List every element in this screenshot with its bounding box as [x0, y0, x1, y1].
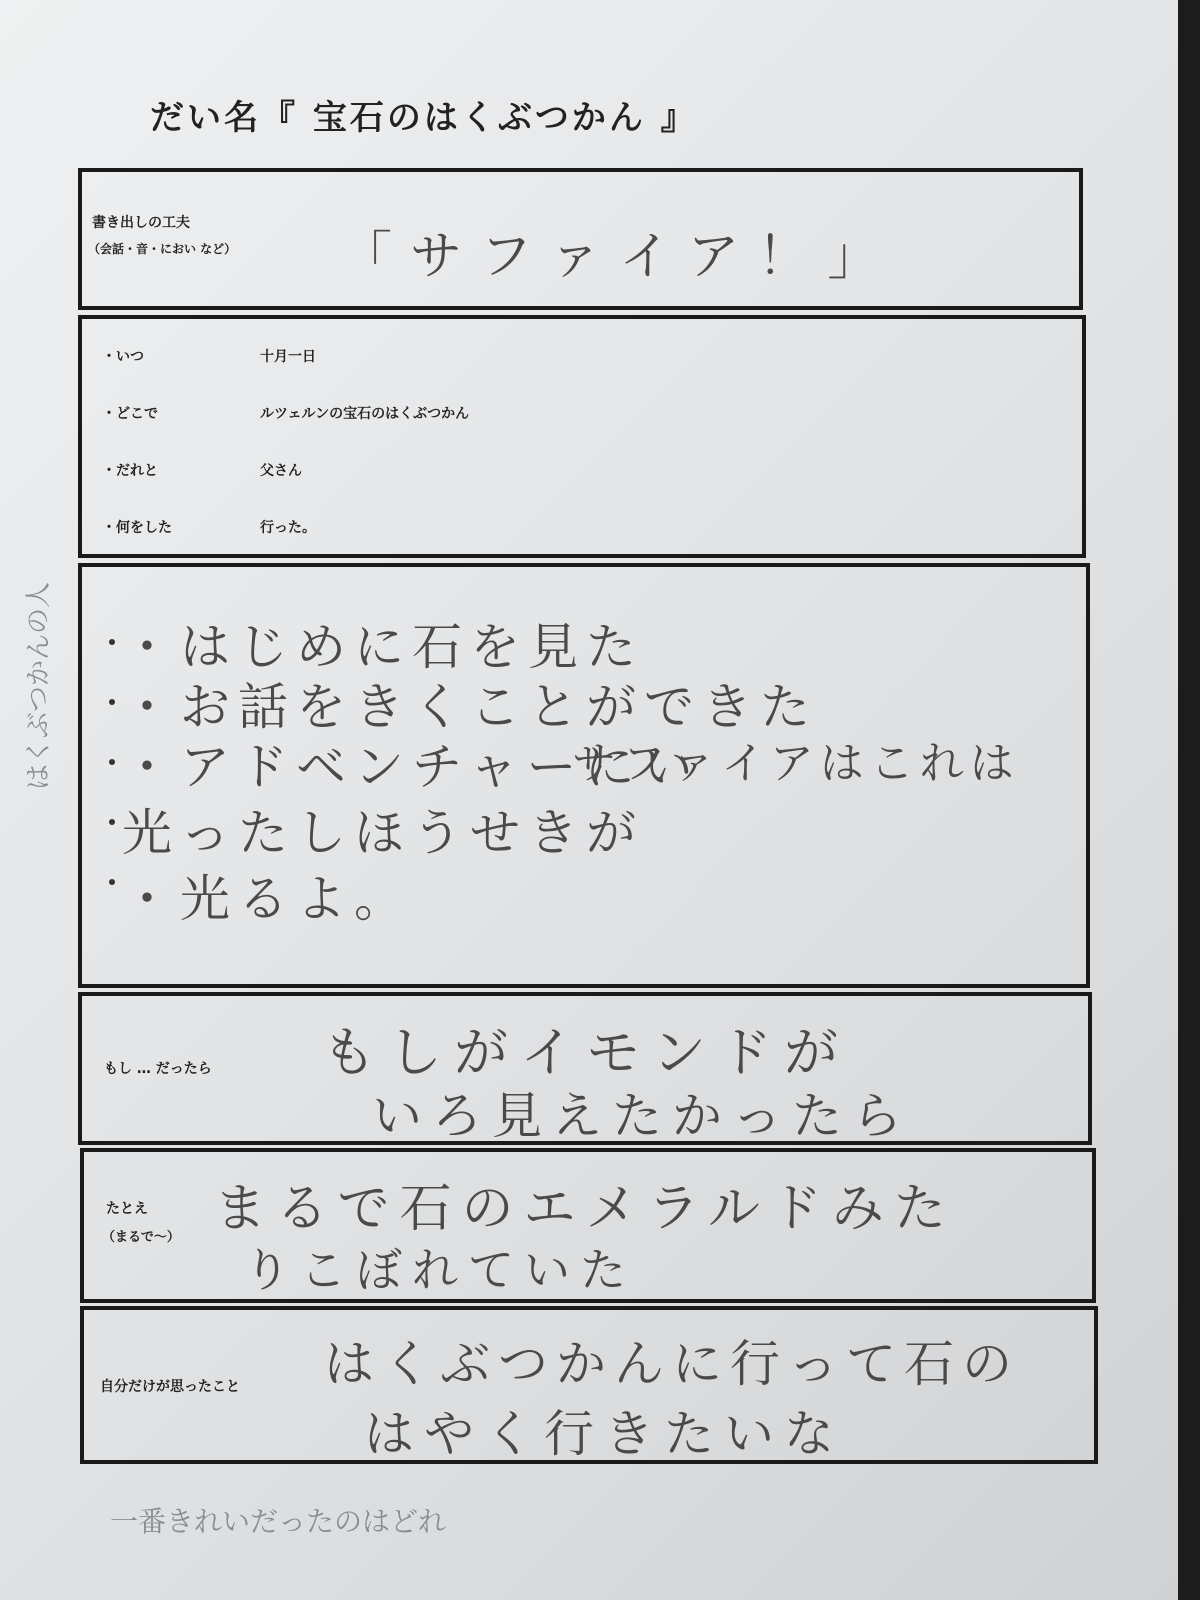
- main-handwriting-line: ・アドベンチャーにい: [122, 738, 701, 796]
- bullet-dot: [109, 699, 115, 705]
- if-handwriting: いろ見えたかったら: [372, 1087, 912, 1145]
- bullet-dot: [109, 759, 115, 765]
- example-label: たとえ: [106, 1201, 148, 1217]
- if-box: [78, 992, 1092, 1145]
- margin-note-bottom: 一番きれいだったのはどれ: [110, 1505, 447, 1538]
- who-label: ・だれと: [102, 463, 158, 479]
- example-handwriting: りこぼれていた: [244, 1243, 636, 1297]
- main-handwriting-line: ・はじめに石を見た: [122, 618, 644, 676]
- what-label: ・何をした: [102, 520, 172, 536]
- main-box: [78, 563, 1090, 988]
- if-label: もし … だったら: [104, 1061, 212, 1077]
- bullet-dot: [109, 639, 115, 645]
- example-handwriting: まるで石のエメラルドみた: [214, 1179, 956, 1239]
- main-handwriting-line: 光ったしほうせきが: [122, 804, 644, 862]
- example-box: [80, 1148, 1096, 1303]
- worksheet-title: だい名『 宝石のはくぶつかん 』: [150, 98, 698, 138]
- when-value: 十月一日: [260, 349, 316, 365]
- who-value: 父さん: [260, 463, 302, 479]
- main-handwriting-line: ・お話をきくことができた: [122, 678, 818, 736]
- if-handwriting: もしがイモンドが: [322, 1021, 850, 1084]
- opening-box: [78, 168, 1083, 310]
- opening-handwriting: 「サファイア！」: [340, 227, 898, 287]
- opening-label: 書き出しの工夫: [92, 215, 190, 231]
- bullet-dot: [109, 879, 115, 885]
- self-handwriting: はくぶつかんに行って石の: [324, 1335, 1020, 1393]
- margin-note-left: はくぶつかんの人: [24, 581, 54, 790]
- self-box: [80, 1306, 1098, 1464]
- self-handwriting: はやく行きたいな: [364, 1405, 844, 1463]
- example-sublabel: （まるで～）: [102, 1230, 180, 1245]
- bullet-dot: [109, 819, 115, 825]
- main-handwriting-line: ・光るよ。: [122, 870, 412, 928]
- main-handwriting-line: サファイアはこれは: [572, 738, 1020, 789]
- self-label: 自分だけが思ったこと: [100, 1379, 240, 1395]
- when-label: ・いつ: [102, 349, 144, 365]
- where-value: ルツェルンの宝石のはくぶつかん: [260, 406, 470, 422]
- what-value: 行った。: [260, 520, 316, 536]
- where-label: ・どこで: [102, 406, 158, 422]
- wh-box: [78, 315, 1086, 558]
- opening-sublabel: （会話・音・におい など）: [88, 242, 237, 256]
